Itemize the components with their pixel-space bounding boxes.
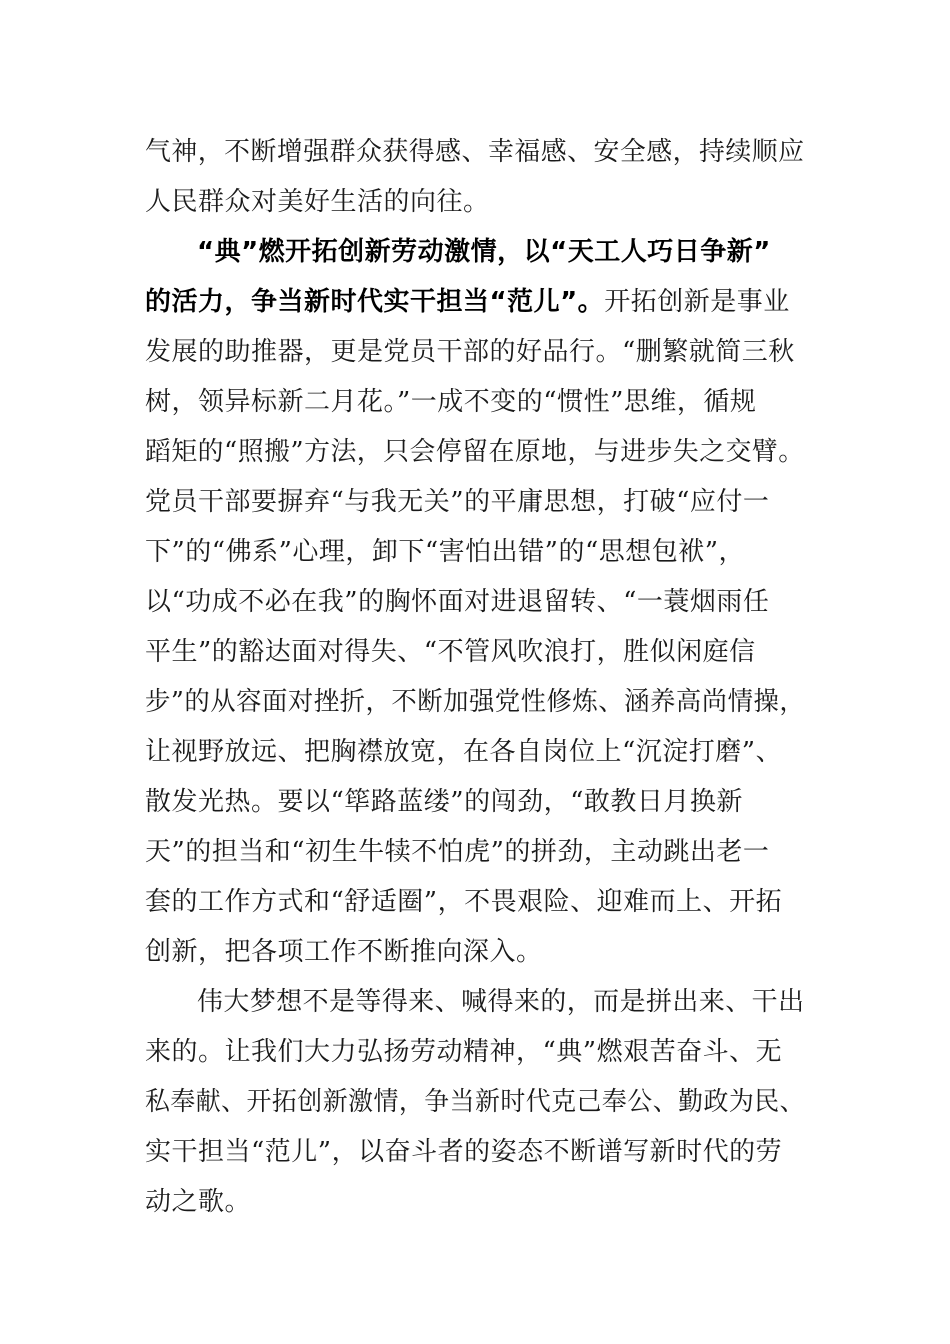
- text-line: [145, 587, 769, 617]
- line-text: 平生”的豁达面对得失、“不管风吹浪打，胜似闲庭信: [145, 637, 756, 667]
- line-text: 私奉献、开拓创新激情，争当新时代克己奉公、勤政为民、: [145, 1087, 806, 1117]
- text-line: [145, 787, 743, 817]
- text-line: [145, 1137, 782, 1167]
- paragraph-first-line: [197, 987, 805, 1017]
- text-line: [145, 637, 756, 667]
- line-text: 树，领异标新二月花。”一成不变的“惯性”思维，循规: [145, 387, 757, 417]
- line-text: 以“功成不必在我”的胸怀面对进退留转、“一蓑烟雨任: [145, 587, 770, 617]
- text-line: [145, 387, 756, 417]
- line-text: 天”的担当和“初生牛犊不怕虎”的拼劲，主动跳出老一: [145, 837, 770, 867]
- section-heading-text: 的活力，争当新时代实干担当“范儿”。: [145, 287, 605, 317]
- text-line: [145, 837, 769, 867]
- text-line: [145, 437, 805, 467]
- text-line: [145, 1187, 251, 1217]
- text-line: [145, 187, 490, 217]
- line-text: 步”的从容面对挫折，不断加强党性修炼、涵养高尚情操，: [145, 687, 806, 717]
- text-line: [145, 487, 769, 517]
- line-text: 伟大梦想不是等得来、喊得来的，而是拼出来、干出: [197, 987, 805, 1017]
- text-line: [145, 537, 745, 567]
- text-line: [145, 137, 805, 167]
- text-line: [145, 1087, 805, 1117]
- line-text: 散发光热。要以“筚路蓝缕”的闯劲，“敢教日月换新: [145, 787, 743, 817]
- line-text: 实干担当“范儿”，以奋斗者的姿态不断谱写新时代的劳: [145, 1137, 783, 1167]
- text-line: [145, 937, 543, 967]
- line-text: 创新，把各项工作不断推向深入。: [145, 937, 543, 967]
- line-text: 套的工作方式和“舒适圈”，不畏艰险、迎难而上、开拓: [145, 887, 783, 917]
- line-text: 气神，不断增强群众获得感、幸福感、安全感，持续顺应: [145, 137, 805, 167]
- line-text: 开拓创新是事业: [604, 287, 790, 317]
- text-line: [145, 287, 790, 317]
- line-text: 下”的“佛系”心理，卸下“害怕出错”的“思想包袱”，: [145, 537, 746, 567]
- section-heading-line: [197, 237, 771, 267]
- text-line: [145, 887, 782, 917]
- text-line: [145, 1037, 782, 1067]
- section-heading-text: “典”燃开拓创新劳动激情，以“天工人巧日争新”: [197, 237, 771, 267]
- line-text: 发展的助推器，更是党员干部的好品行。“删繁就简三秋: [145, 337, 795, 367]
- text-line: [145, 737, 782, 767]
- text-line: [145, 337, 795, 367]
- line-text: 让视野放远、把胸襟放宽，在各自岗位上“沉淀打磨”、: [145, 737, 783, 767]
- line-text: 动之歌。: [145, 1187, 252, 1217]
- line-text: 人民群众对美好生活的向往。: [145, 187, 490, 217]
- line-text: 来的。让我们大力弘扬劳动精神，“典”燃艰苦奋斗、无: [145, 1037, 783, 1067]
- line-text: 蹈矩的“照搬”方法，只会停留在原地，与进步失之交臂。: [145, 437, 805, 467]
- line-text: 党员干部要摒弃“与我无关”的平庸思想，打破“应付一: [145, 487, 770, 517]
- text-line: [145, 687, 805, 717]
